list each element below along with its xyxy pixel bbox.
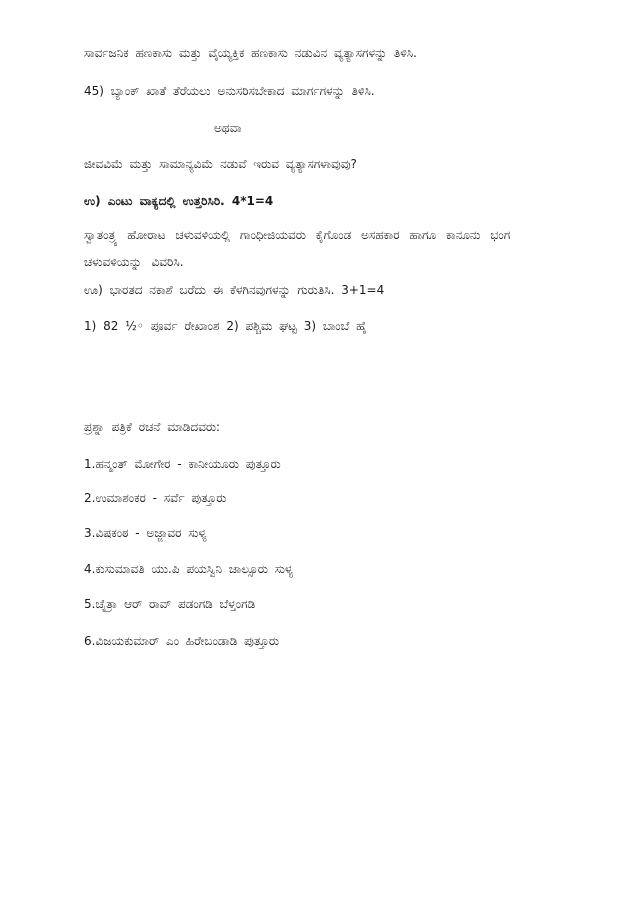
credit-item: 3.ವಿಷಕಂಠ - ಅಜ್ಜಾವರ ಸುಳ್ಯ bbox=[84, 526, 207, 540]
section-u-heading: ಉ) ಎಂಟು ವಾಕ್ಯದಲ್ಲಿ ಉತ್ತರಿಸಿರಿ. 4*1=4 bbox=[84, 194, 274, 208]
credit-item: 2.ಉಮಾಶಂಕರ - ಸರ್ವೆ ಪುತ್ತೂರು bbox=[84, 491, 227, 505]
credit-item: 6.ವಿಜಯಕುಮಾರ್ ಎಂ ಹಿರೇಬಂಡಾಡಿ ಪುತ್ತೂರು bbox=[84, 634, 280, 648]
credit-item: 5.ಚೈತ್ರಾ ಆರ್ ರಾವ್ ಪಡಂಗಡಿ ಬೆಳ್ತಂಗಡಿ bbox=[84, 597, 256, 611]
credit-item: 4.ಕುಸುಮಾವತಿ ಯು.ಪಿ ಪಯಸ್ವಿನಿ ಜಾಲ್ಸೂರು ಸುಳ್ಯ bbox=[84, 562, 294, 576]
question-45: 45) ಬ್ಯಾಂಕ್ ಖಾತೆ ತೆರೆಯಲು ಅನುಸರಿಸಬೇಕಾದ ಮಾರ್ಗಗಳನ್ನು ತಿಳಿಸಿ. bbox=[84, 84, 375, 98]
map-items: 1) 82 ½◦ ಪೂರ್ವ ರೇಖಾಂಶ 2) ಪಶ್ಚಿಮ ಘಟ್ಟ 3) ಬಾಂಬೆ ಹೈ bbox=[84, 319, 367, 333]
credits-heading: ಪ್ರಶ್ನಾ ಪತ್ರಿಕೆ ರಚನೆ ಮಾಡಿದವರು: bbox=[84, 420, 221, 434]
credit-item: 1.ಹನ್ಮಂತ್ ಮೋಗೇರ - ಕಾನೀಯೂರು ಪುತ್ತೂರು bbox=[84, 457, 281, 471]
question-line-finance: ಸಾರ್ವಜನಿಕ ಹಣಕಾಸು ಮತ್ತು ವೈಯ್ಯಕ್ತಿಕ ಹಣಕಾಸು ನಡುವಿನ ವ್ಯತ್ಯಾಸಗಳನ್ನು ತಿಳಿಸಿ. bbox=[84, 46, 417, 60]
or-separator: ಅಥವಾ bbox=[214, 121, 242, 135]
question-alternative: ಜೀವವಿಮೆ ಮತ್ತು ಸಾಮಾನ್ಯವಿಮೆ ನಡುವೆ ಇರುವ ವ್ಯತ್ಯಾಸಗಳಾವುವು? bbox=[84, 157, 357, 171]
question-freedom-movement: ಸ್ವಾತಂತ್ರ್ಯ ಹೋರಾಟ ಚಳುವಳಿಯಲ್ಲಿ ಗಾಂಧೀಜಿಯವರು ಕೈಗೊಂಡ ಅಸಹಕಾರ ಹಾಗೂ ಕಾನೂನು ಭಂಗ ಚಳುವಳಿಯನ್ನು ವಿವರಿಸಿ. bbox=[84, 228, 511, 269]
section-uu-heading: ಊ) ಭಾರತದ ನಕಾಶೆ ಬರೆದು ಈ ಕೆಳಗಿನವುಗಳನ್ನು ಗುರುತಿಸಿ. 3+1=4 bbox=[84, 283, 385, 297]
